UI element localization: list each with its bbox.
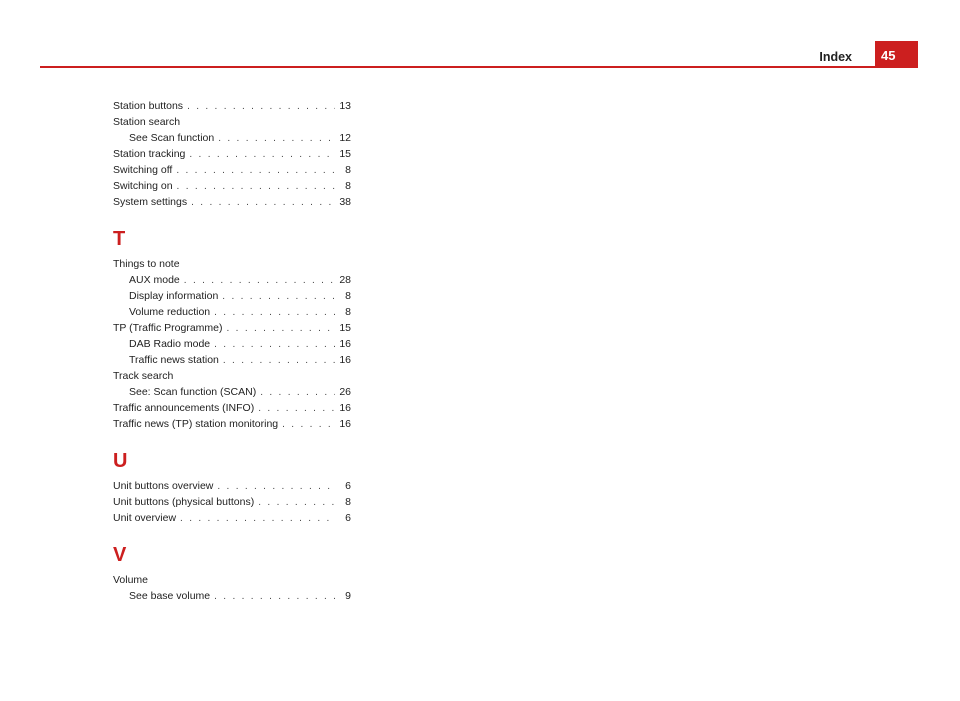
entry-page-number: 8: [345, 164, 351, 176]
index-group-v: [113, 572, 351, 604]
index-entry-heading: Station search: [113, 116, 181, 128]
index-entry: [113, 98, 351, 114]
entry-label: Station buttons: [113, 100, 184, 112]
entry-label: See: Scan function (SCAN): [129, 386, 257, 398]
index-subentry: [113, 272, 351, 288]
dot-leader: [258, 495, 335, 510]
entry-page-number: 6: [345, 480, 351, 492]
index-group-s: [113, 98, 351, 210]
index-entry-heading: Track search: [113, 370, 174, 382]
entry-page-number: 8: [345, 180, 351, 192]
index-entry: [113, 194, 351, 210]
entry-label: TP (Traffic Programme): [113, 322, 223, 334]
index-subentry: [113, 288, 351, 304]
dot-leader: [223, 353, 335, 368]
entry-page-number: 16: [339, 338, 351, 350]
dot-leader: [227, 321, 336, 336]
dot-leader: [260, 385, 335, 400]
entry-page-number: 16: [339, 354, 351, 366]
header-rule: [40, 66, 918, 68]
entry-page-number: 15: [339, 148, 351, 160]
index-entry: [113, 146, 351, 162]
index-subentry: [113, 352, 351, 368]
dot-leader: [176, 163, 335, 178]
entry-page-number: 26: [339, 386, 351, 398]
dot-leader: [222, 289, 335, 304]
entry-page-number: 16: [339, 418, 351, 430]
index-subentry: [113, 304, 351, 320]
entry-label: Unit buttons (physical buttons): [113, 496, 255, 508]
entry-label: AUX mode: [129, 274, 180, 286]
entry-label: See base volume: [129, 590, 211, 602]
entry-page-number: 6: [345, 512, 351, 524]
index-entry-heading: Things to note: [113, 258, 180, 270]
entry-page-number: 12: [339, 132, 351, 144]
dot-leader: [218, 131, 335, 146]
entry-label: Volume reduction: [129, 306, 211, 318]
entry-label: Switching off: [113, 164, 173, 176]
index-entry: [113, 320, 351, 336]
index-subentry: [113, 130, 351, 146]
entry-page-number: 15: [339, 322, 351, 334]
index-entry: [113, 478, 351, 494]
entry-page-number: 38: [339, 196, 351, 208]
index-column: [113, 98, 351, 604]
entry-label: Display information: [129, 290, 219, 302]
dot-leader: [214, 589, 335, 604]
index-subentry: [113, 336, 351, 352]
entry-label: See Scan function: [129, 132, 215, 144]
entry-label: Unit buttons overview: [113, 480, 214, 492]
index-letter-t: T: [113, 228, 126, 250]
entry-page-number: 8: [345, 306, 351, 318]
entry-page-number: 8: [345, 496, 351, 508]
section-title: Index: [819, 50, 852, 64]
dot-leader: [180, 511, 335, 526]
entry-page-number: 16: [339, 402, 351, 414]
index-entry: [113, 510, 351, 526]
index-group-t: [113, 256, 351, 432]
entry-label: Switching on: [113, 180, 173, 192]
index-entry-heading: Volume: [113, 574, 149, 586]
entry-label: Traffic news (TP) station monitoring: [113, 418, 279, 430]
dot-leader: [184, 273, 335, 288]
index-entry: [113, 178, 351, 194]
index-letter-v: V: [113, 544, 127, 566]
dot-leader: [214, 337, 335, 352]
dot-leader: [177, 179, 335, 194]
index-entry: [113, 416, 351, 432]
entry-page-number: 28: [339, 274, 351, 286]
dot-leader: [187, 99, 335, 114]
dot-leader: [214, 305, 335, 320]
index-subentry: [113, 384, 351, 400]
index-subentry: [113, 588, 351, 604]
index-entry: [113, 400, 351, 416]
entry-label: Traffic announcements (INFO): [113, 402, 255, 414]
entry-label: Station tracking: [113, 148, 186, 160]
index-letter-u: U: [113, 450, 128, 472]
entry-label: DAB Radio mode: [129, 338, 211, 350]
dot-leader: [189, 147, 335, 162]
page-number-badge: 45: [875, 41, 918, 68]
index-entry: [113, 162, 351, 178]
entry-label: System settings: [113, 196, 188, 208]
dot-leader: [258, 401, 335, 416]
dot-leader: [282, 417, 335, 432]
entry-page-number: 8: [345, 290, 351, 302]
entry-label: Traffic news station: [129, 354, 219, 366]
dot-leader: [217, 479, 335, 494]
dot-leader: [191, 195, 335, 210]
index-entry: [113, 494, 351, 510]
entry-label: Unit overview: [113, 512, 177, 524]
index-group-u: [113, 478, 351, 526]
entry-page-number: 9: [345, 590, 351, 602]
entry-page-number: 13: [339, 100, 351, 112]
